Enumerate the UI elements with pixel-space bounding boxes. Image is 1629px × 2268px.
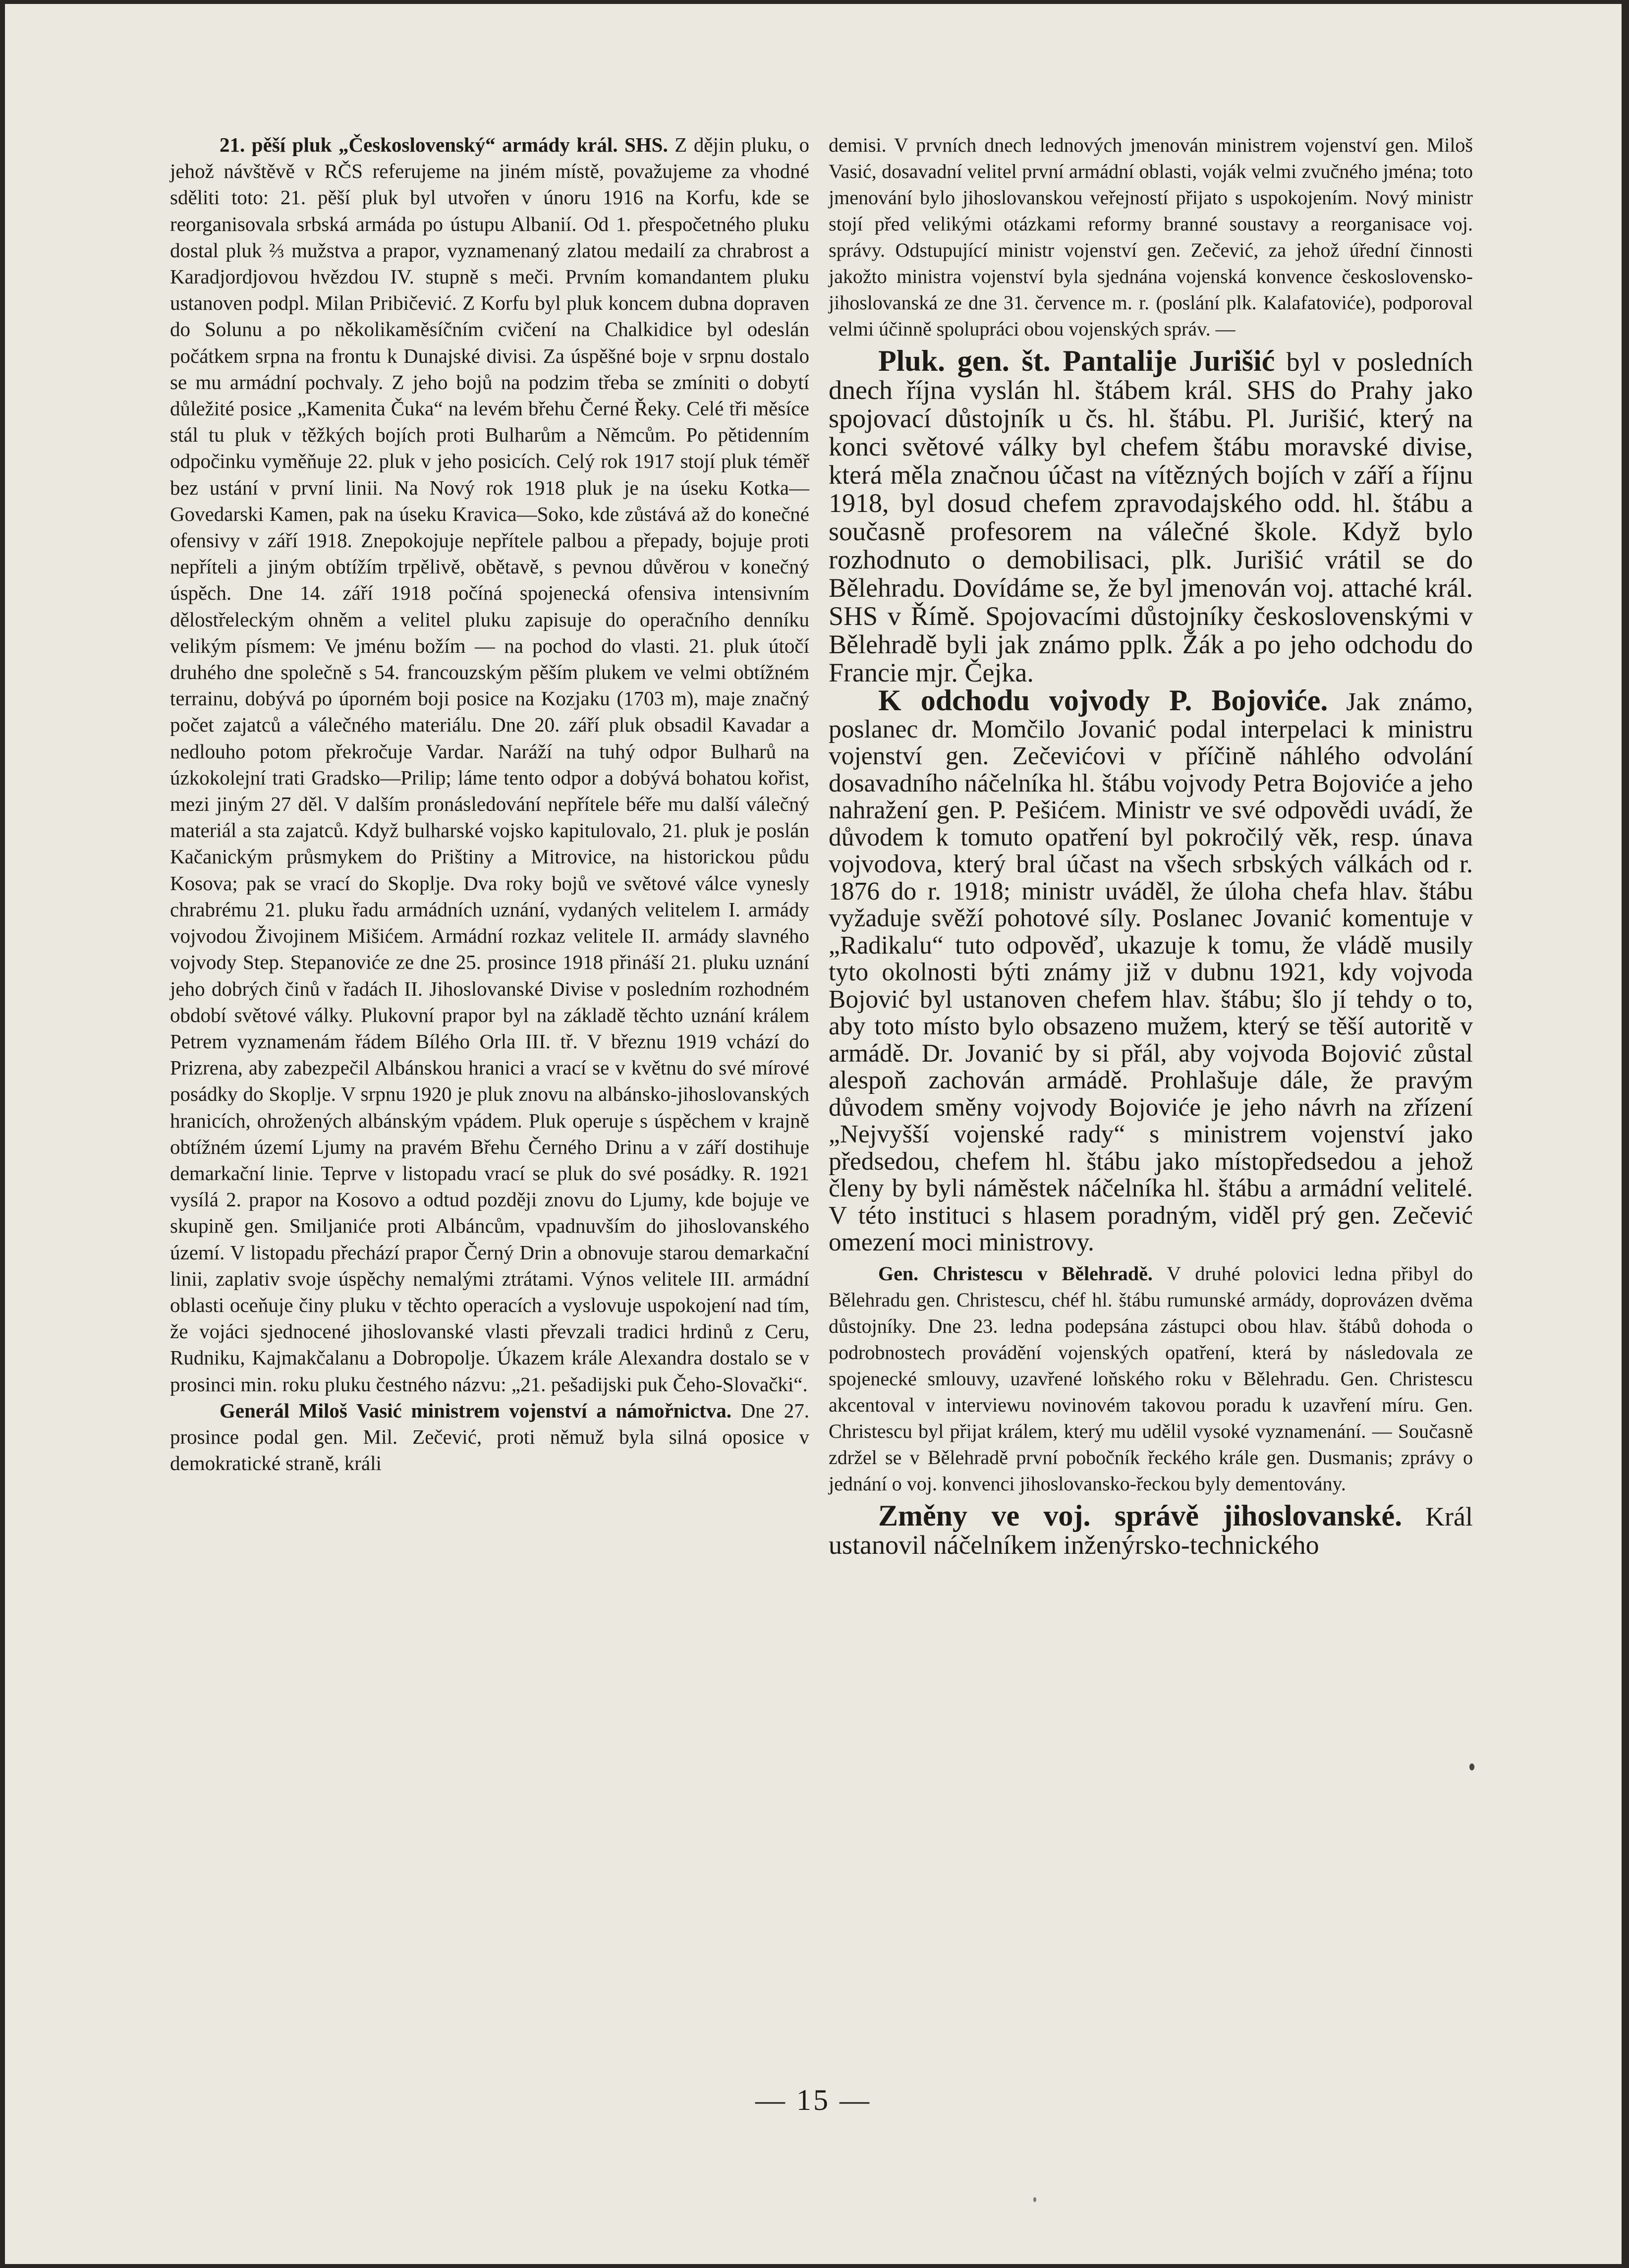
article-changes-heading: Změny ve voj. správě jihoslovanské.: [878, 1499, 1403, 1532]
article-jurisic: [829, 344, 1473, 687]
article-bojovic: [829, 684, 1473, 1256]
article-vasic-continued-body: demisi. V prvních dnech lednových jmenován ministrem vojenství gen. Miloš Vasić, dosavadní velitel první armádní oblasti, voják velmi zvučného jména; toto jmenování bylo jihoslovanskou veřejností přijato s uspokojením. Nový ministr stojí před velikými otázkami reformy branné soustavy a reorganisace voj. správy. Odstupující ministr vojenství gen. Zečević, za jehož úřední činnosti jakožto ministra vojenství byla sjednána vojenská konvence československo-jihoslovanská ze dne 31. července m. r. (poslání plk. Kalafatoviće), podporoval velmi účinně spolupráci obou vojenských správ. —: [829, 134, 1473, 340]
article-jurisic-heading: Pluk. gen. št. Pantalije Jurišić: [878, 344, 1275, 377]
article-christescu-heading: Gen. Christescu v Bělehradě.: [878, 1262, 1153, 1285]
left-column: [170, 132, 809, 1476]
article-jurisic-body: byl v posledních dnech října vyslán hl. štábem král. SHS do Prahy jako spojovací důstojník u čs. hl. štábu. Pl. Jurišić, který na konci světové války byl chefem štábu moravské divise, která měla značnou účast na vítězných bojích v září a říjnu 1918, byl dosud chefem zpravodajského odd. hl. štábu a současně profesorem na válečné škole. Když bylo rozhodnuto o demobilisaci, plk. Jurišić vrátil se do Bělehradu. Dovídáme se, že byl jmenován voj. attaché král. SHS v Římě. Spojovacími důstojníky československými v Bělehradě byli jak známo pplk. Žák a po jeho odchodu do Francie mjr. Čejka.: [829, 347, 1473, 687]
article-changes: [829, 1499, 1473, 1560]
article-vasic-continued: [829, 132, 1473, 342]
page-number: — 15 —: [755, 2084, 871, 2116]
document-page: [5, 4, 1622, 2264]
article-vasic-heading: Generál Miloš Vasić ministrem vojenství a námořnictva.: [220, 1399, 731, 1422]
article-bojovic-body: Jak známo, poslanec dr. Momčilo Jovanić podal interpelaci k ministru vojenství gen. Zečevićovi v příčině náhlého odvolání dosavadního náčelníka hl. štábu vojvody Petra Bojoviće a jeho nahražení gen. P. Pešićem. Ministr ve své odpovědi uvádí, že důvodem k tomuto opatření byl pokročilý věk, resp. únava vojvodova, který bral účast na všech srbských válkách od r. 1876 do r. 1918; ministr uváděl, že úloha chefa hlav. štábu vyžaduje svěží pohotové síly. Poslanec Jovanić komentuje v „Radikalu“ tuto odpověď, ukazuje k tomu, že vládě musily tyto okolnosti býti známy již v dubnu 1921, kdy vojvoda Bojović byl ustanoven chefem hlav. štábu; šlo jí tehdy o to, aby toto místo bylo obsazeno mužem, který se těší autoritě v armádě. Dr. Jovanić by si přál, aby vojvoda Bojović zůstal alespoň zachován armádě. Prohlašuje dále, že pravým důvodem směny vojvody Bojoviće je jeho návrh na zřízení „Nejvyšší vojenské rady“ s ministrem vojenství jako předsedou, chefem hl. štábu jako místopředsedou a jehož členy by byli náměstek náčelníka hl. štábu a armádní velitelé. V této instituci s hlasem poradným, viděl prý gen. Zečević omezení moci ministrovy.: [829, 688, 1473, 1256]
article-vasic-body: Dne 27. prosince podal gen. Mil. Zečević, proti němuž byla silná oposice v demokratické straně, králi: [170, 1399, 809, 1475]
ink-speck-mark: [1033, 2197, 1036, 2202]
article-regiment-heading: 21. pěší pluk „Československý“ armády král. SHS.: [220, 133, 668, 156]
article-bojovic-heading: K odchodu vojvody P. Bojoviće.: [878, 684, 1328, 717]
article-christescu: [829, 1260, 1473, 1497]
article-changes-body: Král ustanovil náčelníkem inženýrsko-technického: [829, 1501, 1473, 1560]
right-column: [829, 132, 1473, 1559]
article-christescu-body: V druhé polovici ledna přibyl do Bělehradu gen. Christescu, chéf hl. štábu rumunské armády, doprovázen dvěma důstojníky. Dne 23. ledna podepsána zástupci obou hlav. štábů dohoda o podrobnostech provádění vojenských opatření, která by následovala ze spojenecké smlouvy, uzavřené loňského roku v Bělehradu. Gen. Christescu akcentoval v interviewu novinovém takovou poradu k uzavření míru. Gen. Christescu byl přijat králem, který mu udělil vysoké vyznamenání. — Současně zdržel se v Bělehradě první pobočník řeckého krále gen. Dusmanis; zprávy o jednání o voj. konvenci jihoslovansko-řeckou byly dementovány.: [829, 1262, 1473, 1495]
ink-speck-mark: [1469, 1763, 1474, 1770]
article-vasic: [170, 1398, 809, 1477]
article-regiment: [170, 132, 809, 1398]
article-regiment-body: Z dějin pluku, o jehož návštěvě v RČS referujeme na jiném místě, považujeme za vhodné sděliti toto: 21. pěší pluk byl utvořen v únoru 1916 na Korfu, kde se reorganisovala srbská armáda po ústupu Albanií. Od 1. přespočetného pluku dostal pluk ⅔ mužstva a prapor, vyznamenaný zlatou medailí za chrabrost a Karadjordjovou hvězdou IV. stupně s meči. Prvním komandantem pluku ustanoven podpl. Milan Pribičević. Z Korfu byl pluk koncem dubna dopraven do Solunu a po několikaměsíčním cvičení na Chalkidice byl odeslán počátkem srpna na frontu k Dunajské divisi. Za úspěšné boje v srpnu dostalo se mu armádní pochvaly. Z jeho bojů na podzim třeba se zmíniti o dobytí důležité posice „Kamenita Čuka“ na levém břehu Černé Řeky. Celé tři měsíce stál tu pluk v těžkých bojích proti Bulharům a Němcům. Po pětidenním odpočinku vyměňuje 22. pluk v jeho posicích. Celý rok 1917 stojí pluk téměř bez ustání v první linii. Na Nový rok 1918 pluk je na úseku Kotka—Govedarski Kamen, pak na úseku Kravica—Soko, kde zůstává až do konečné ofensivy v září 1918. Znepokojuje nepřítele palbou a přepady, bojuje proti nepříteli a jiným obtížím trpělivě, obětavě, s pevnou důvěrou v konečný úspěch. Dne 14. září 1918 počíná spojenecká ofensiva intensivním dělostřeleckým ohněm a velitel pluku zapisuje do operačního denníku velikým písmem: Ve jménu božím — na pochod do vlasti. 21. pluk útočí druhého dne společně s 54. francouzským pěším plukem ve velmi obtížném terrainu, dobývá po úporném boji posice na Kozjaku (1703 m), maje značný počet zajatců a válečného materiálu. Dne 20. září pluk obsadil Kavadar a nedlouho potom překročuje Vardar. Naráží na tuhý odpor Bulharů na úzkokolejní trati Gradsko—Prilip; láme tento odpor a dobývá bohatou kořist, mezi jiným 27 děl. V dalším pronásledování nepřítele béře mu další válečný materiál a sta zajatců. Když bulharské vojsko kapitulovalo, 21. pluk je poslán Kačanickým průsmykem do Prištiny a Mitrovice, na historickou půdu Kosova; pak se vrací do Skoplje. Dva roky bojů ve světové válce vynesly chrabrému 21. pluku řadu armádních uznání, vydaných velitelem I. armády vojvodou Živojinem Mišićem. Armádní rozkaz velitele II. armády slavného vojvody Step. Stepanoviće ze dne 25. prosince 1918 přináší 21. pluku uznání jeho dobrých činů v řadách II. Jihoslovanské Divise v posledním rozhodném období světové války. Plukovní prapor byl na základě těchto uznání králem Petrem vyznamenám řádem Bílého Orla III. tř. V březnu 1919 vchází do Prizrena, aby zabezpečil Albánskou hranici a vrací se v květnu do své mírové posádky do Skoplje. V srpnu 1920 je pluk znovu na albánsko-jihoslovanských hranicích, ohrožených albánským vpádem. Pluk operuje s úspěchem v krajně obtížném území Ljumy na pravém Břehu Černého Drinu a v září dostihuje demarkační linie. Teprve v listopadu vrací se pluk do své posádky. R. 1921 vysílá 2. prapor na Kosovo a odtud později znovu do Ljumy, kde bojuje ve skupině gen. Smiljaniće proti Albáncům, vpadnuvším do jihoslovanského území. V listopadu přechází prapor Černý Drin a obnovuje starou demarkační linii, zaplativ svoje úspěchy nemalými ztrátami. Výnos velitele III. armádní oblasti oceňuje činy pluku v těchto operacích a vyslovuje uspokojení nad tím, že vojáci sjednocené jihoslovanské vlasti převzali tradici hrdinů z Ceru, Rudniku, Kajmakčalanu a Dobropolje. Úkazem krále Alexandra dostalo se v prosinci min. roku pluku čestného názvu: „21. pešadijski puk Čeho-Slovački“.: [170, 133, 810, 1396]
